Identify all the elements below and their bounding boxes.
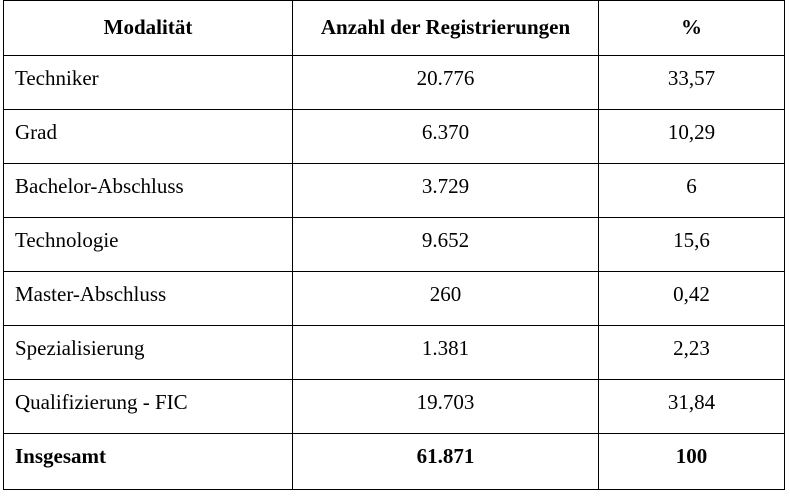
- header-modality: Modalität: [4, 1, 293, 56]
- cell-modality: Bachelor-Abschluss: [4, 164, 293, 218]
- table-header-row: [4, 1, 785, 56]
- header-registrations: Anzahl der Registrierungen: [293, 1, 599, 56]
- cell-percent: 6: [599, 164, 785, 218]
- cell-count: 20.776: [293, 56, 599, 110]
- cell-percent: 33,57: [599, 56, 785, 110]
- cell-count: 3.729: [293, 164, 599, 218]
- cell-modality: Techniker: [4, 56, 293, 110]
- header-percent: %: [599, 1, 785, 56]
- table-row: [4, 56, 785, 110]
- cell-count: 6.370: [293, 110, 599, 164]
- table-row: [4, 380, 785, 434]
- total-count: 61.871: [293, 434, 599, 490]
- cell-percent: 15,6: [599, 218, 785, 272]
- cell-count: 260: [293, 272, 599, 326]
- total-percent: 100: [599, 434, 785, 490]
- cell-percent: 0,42: [599, 272, 785, 326]
- total-label: Insgesamt: [4, 434, 293, 490]
- cell-percent: 2,23: [599, 326, 785, 380]
- table-row: [4, 164, 785, 218]
- cell-percent: 10,29: [599, 110, 785, 164]
- cell-count: 9.652: [293, 218, 599, 272]
- table-row: [4, 326, 785, 380]
- table-row: [4, 218, 785, 272]
- cell-percent: 31,84: [599, 380, 785, 434]
- cell-modality: Spezialisierung: [4, 326, 293, 380]
- cell-count: 19.703: [293, 380, 599, 434]
- cell-modality: Technologie: [4, 218, 293, 272]
- table-total-row: [4, 434, 785, 490]
- registrations-table: [3, 0, 785, 490]
- cell-modality: Grad: [4, 110, 293, 164]
- registrations-table-container: [3, 0, 785, 490]
- cell-modality: Qualifizierung - FIC: [4, 380, 293, 434]
- cell-count: 1.381: [293, 326, 599, 380]
- table-row: [4, 110, 785, 164]
- cell-modality: Master-Abschluss: [4, 272, 293, 326]
- table-row: [4, 272, 785, 326]
